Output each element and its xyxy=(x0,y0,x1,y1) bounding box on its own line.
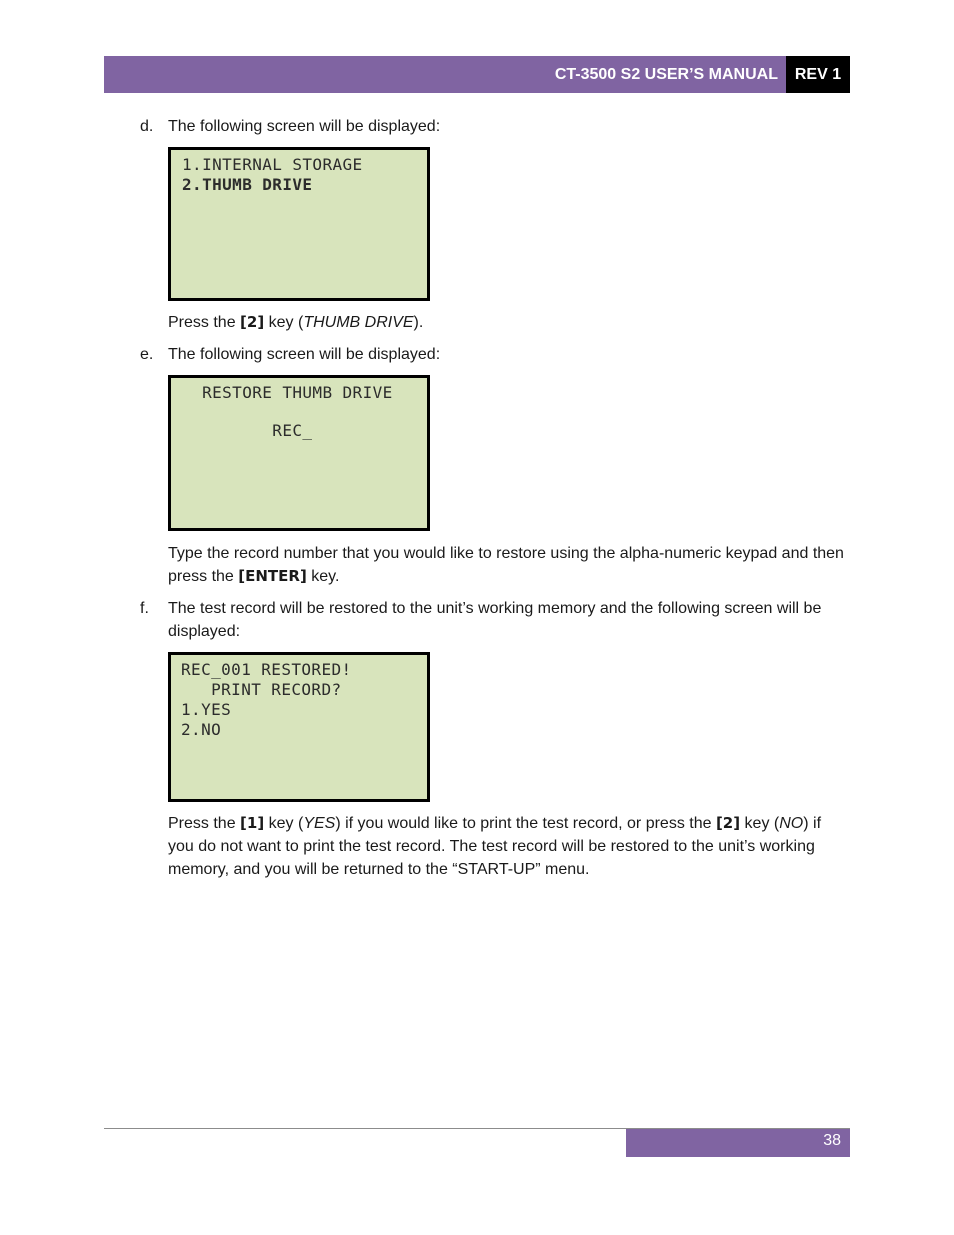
text-emphasis: THUMB DRIVE xyxy=(303,314,414,331)
header-bar xyxy=(104,56,850,93)
lcd-line: REC_001 RESTORED! xyxy=(181,660,352,679)
lcd-line: 2.THUMB DRIVE xyxy=(182,175,313,194)
step-d-text: The following screen will be displayed: xyxy=(168,118,441,135)
text: Type the record number that you would like to restore using the alpha-numeric keypad and then press the xyxy=(168,545,844,585)
text-emphasis: NO xyxy=(779,815,804,832)
text: ) if you do not want to print the test record. The test record will be restored to the unit’s working memory, and you will be returned to the “START-UP” menu. xyxy=(168,815,822,878)
step-d-instruction xyxy=(168,311,848,334)
text-emphasis: YES xyxy=(303,815,336,832)
text: ) if you would like to print the test record, or press the xyxy=(335,815,716,832)
step-d-marker: d. xyxy=(140,118,154,135)
lcd-line xyxy=(182,403,427,421)
step-e-marker: e. xyxy=(140,346,154,363)
lcd-screen-storage-select xyxy=(168,147,430,301)
text: key ( xyxy=(264,314,304,331)
key-2-label: [2] xyxy=(715,814,741,832)
step-f-text: The test record will be restored to the unit’s working memory and the following screen will be displayed: xyxy=(168,600,822,640)
text: key ( xyxy=(740,815,780,832)
step-f-instruction xyxy=(168,812,848,881)
lcd-line: PRINT RECORD? xyxy=(181,680,342,699)
page-number: 38 xyxy=(626,1129,850,1157)
lcd-line: RESTORE THUMB DRIVE xyxy=(182,383,393,402)
lcd-line: REC_ xyxy=(182,421,313,440)
lcd-screen-restore-thumb-drive xyxy=(168,375,430,531)
text: Press the xyxy=(168,815,241,832)
text: key. xyxy=(306,568,340,585)
manual-title: CT-3500 S2 USER’S MANUAL xyxy=(554,66,778,83)
revision-badge: REV 1 xyxy=(786,56,850,93)
step-f-marker: f. xyxy=(140,600,149,617)
lcd-screen-record-restored xyxy=(168,652,430,802)
step-e-instruction xyxy=(168,542,848,588)
lcd-line: 2.NO xyxy=(181,720,222,739)
key-1-label: [1] xyxy=(240,814,265,832)
lcd-line: 1.INTERNAL STORAGE xyxy=(182,155,363,174)
key-enter-label: [ENTER] xyxy=(238,567,307,585)
text: ). xyxy=(413,314,424,331)
step-e-text: The following screen will be displayed: xyxy=(168,346,441,363)
lcd-line: 1.YES xyxy=(181,700,232,719)
key-2-label: [2] xyxy=(240,313,265,331)
text: key ( xyxy=(264,815,304,832)
text: Press the xyxy=(168,314,241,331)
